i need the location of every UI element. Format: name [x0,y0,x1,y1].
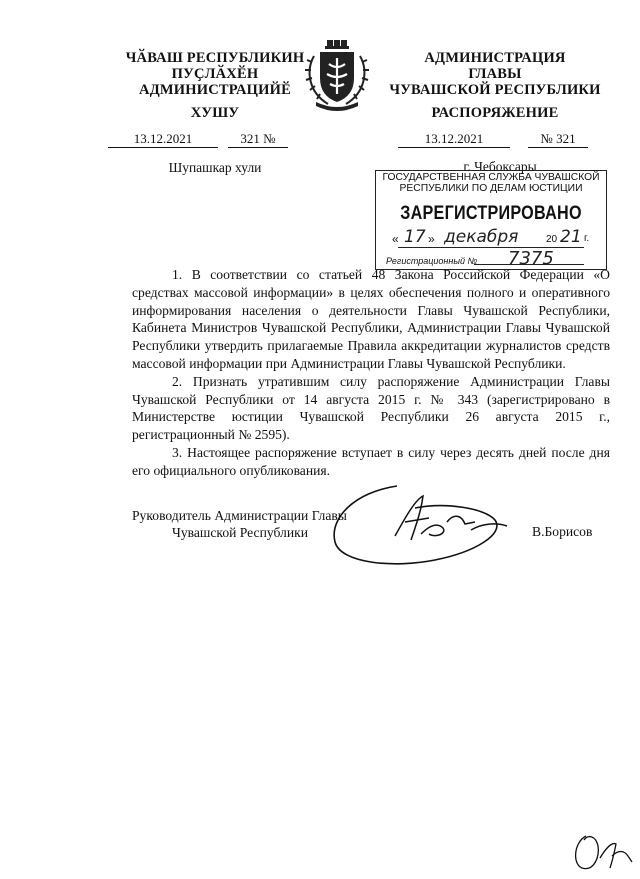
stamp-status: ЗАРЕГИСТРИРОВАНО [400,203,582,224]
stamp-date-underline [398,247,584,248]
paragraph-3: 3. Настоящее распоряжение вступает в силу через десять дней после дня его официального опубликования. [132,444,610,478]
left-doc-type: ХУШУ [190,105,240,121]
right-org-line-3: ЧУВАШСКОЙ РЕСПУБЛИКИ [389,82,601,98]
handwritten-signature [325,478,535,574]
stamp-reg-label: Регистрационный № [386,256,478,266]
registration-stamp [375,170,607,270]
right-number-underline [528,147,588,148]
right-place: г. Чебоксары [463,159,537,174]
stamp-org [376,172,606,194]
left-org-line-3: АДМИНИСТРАЦИЙӖ [139,82,291,98]
left-place: Шупашкар хули [168,160,262,175]
stamp-month: декабря [444,227,519,247]
left-date: 13.12.2021 [133,131,193,146]
stamp-reg-underline [474,264,584,265]
document-body [132,266,610,480]
left-org-name [120,50,310,98]
paragraph-1: 1. В соответствии со статьей 48 Закона Российской Федерации «О средствах массовой информации» в целях обеспечения полного и оперативного информирования населения о деятельности Главы Чувашской Республики, Кабинета Министров Чувашской Республики, Администрации Главы Чувашской Республики утвердить прилагаемые Правила аккредитации журналистов средств массовой информации при Администрации Главы Чувашской Республики. [132,267,610,371]
crown-icon [325,40,349,49]
coat-of-arms-emblem [302,38,372,112]
stamp-open-quote: « [392,232,399,246]
left-org-line-1: ЧӐВАШ РЕСПУБЛИКИН [125,50,305,66]
stamp-date-row [376,229,606,249]
signature-position-line-2: Чувашской Республики [172,525,308,540]
right-org-line-2: ГЛАВЫ [468,66,522,82]
paragraph-2: 2. Признать утратившим силу распоряжение Администрации Главы Чувашской Республики от 14 августа 2015 г. № 343 (зарегистрировано в Министерстве юстиции Чувашской Республики 26 августа 2015 г., регистрационный № 2595). [132,373,610,443]
stamp-year-prefix: 20 [546,234,558,245]
right-date: 13.12.2021 [424,131,484,146]
right-number: № 321 [540,131,576,146]
right-date-underline [398,147,510,148]
stamp-year-suffix: 21 [560,227,582,247]
signature-name: В.Борисов [532,524,593,539]
left-org-line-2: ПУҪЛӐХӖН [171,66,259,82]
right-doc-type: РАСПОРЯЖЕНИЕ [431,105,559,121]
left-number-underline [228,147,288,148]
left-number: 321 № [240,131,276,146]
stamp-day: 17 [404,227,426,247]
handwritten-initials [568,828,634,874]
signature-position-line-1: Руководитель Администрации Главы [132,508,347,523]
stamp-reg-number: 7375 [508,248,554,269]
right-org-line-1: АДМИНИСТРАЦИЯ [424,50,566,66]
stamp-org-line-1: ГОСУДАРСТВЕННАЯ СЛУЖБА ЧУВАШСКОЙ [382,172,600,183]
right-org-name [385,50,605,98]
stamp-org-line-2: РЕСПУБЛИКИ ПО ДЕЛАМ ЮСТИЦИИ [399,183,583,194]
left-date-underline [108,147,218,148]
ribbon-icon [316,102,358,111]
stamp-year-unit: г. [584,233,590,244]
stamp-close-quote: » [428,232,435,246]
